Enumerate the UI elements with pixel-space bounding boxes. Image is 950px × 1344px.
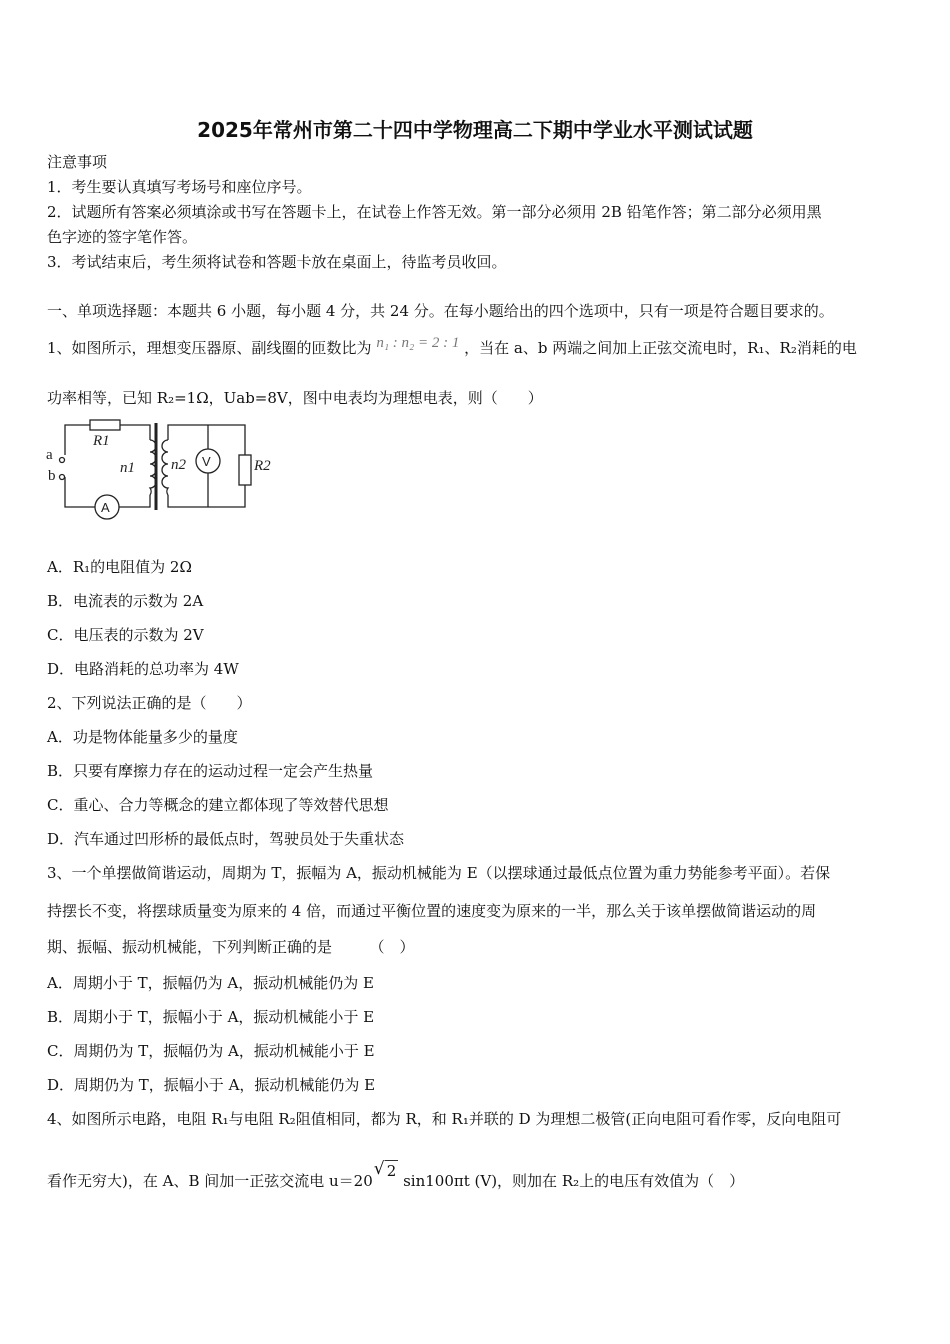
q2-option-c: C．重心、合力等概念的建立都体现了等效替代思想	[47, 796, 389, 814]
q1-option-a: A．R₁的电阻值为 2Ω	[47, 558, 192, 576]
notice-item: 3．考试结束后，考生须将试卷和答题卡放在桌面上，待监考员收回。	[47, 253, 507, 271]
q2-option-a: A．功是物体能量多少的量度	[47, 728, 238, 746]
n2-label: n2	[171, 457, 186, 473]
notice-item: 1．考生要认真填写考场号和座位序号。	[47, 178, 312, 196]
q4-text-b: sin100πt (V)，则加在 R₂上的电压有效值为（ ）	[398, 1172, 745, 1190]
r1-label: R1	[93, 433, 110, 449]
question-3-stem-line2: 持摆长不变，将摆球质量变为原来的 4 倍，而通过平衡位置的速度变为原来的一半，那么关于该单摆做简谐运动的周	[47, 902, 817, 920]
q3-option-b: B．周期小于 T，振幅小于 A，振动机械能小于 E	[47, 1008, 375, 1026]
r2-label: R2	[254, 458, 271, 474]
q1-option-d: D．电路消耗的总功率为 4W	[47, 660, 239, 678]
notice-item: 2．试题所有答案必须填涂或书写在答题卡上，在试卷上作答无效。第一部分必须用 2B 铅笔作答；第二部分必须用黑	[47, 203, 822, 221]
n1-label: n1	[120, 460, 135, 476]
q3-option-a: A．周期小于 T，振幅仍为 A，振动机械能仍为 E	[47, 974, 374, 992]
sqrt-symbol: √ 2	[373, 1159, 397, 1180]
q4-text-a: 看作无穷大)，在 A、B 间加一正弦交流电 u＝20	[47, 1172, 373, 1190]
question-1-stem	[47, 335, 857, 359]
q1-option-c: C．电压表的示数为 2V	[47, 626, 204, 644]
question-4-stem: 4、如图所示电路，电阻 R₁与电阻 R₂阻值相同，都为 R，和 R₁并联的 D 为理想二极管(正向电阻可看作零，反向电阻可	[47, 1110, 842, 1128]
question-3-stem: 3、一个单摆做简谐运动，周期为 T，振幅为 A，振动机械能为 E（以摆球通过最低点位置为重力势能参考平面）。若保	[47, 864, 831, 882]
notice-heading: 注意事项	[47, 153, 108, 171]
question-2-stem: 2、下列说法正确的是（ ）	[47, 694, 252, 712]
q3-option-c: C．周期仍为 T，振幅仍为 A，振动机械能小于 E	[47, 1042, 375, 1060]
terminal-b-label: b	[48, 468, 56, 484]
q3-option-d: D．周期仍为 T，振幅小于 A，振动机械能仍为 E	[47, 1076, 376, 1094]
question-4-stem-line2	[47, 1159, 745, 1191]
q2-option-b: B．只要有摩擦力存在的运动过程一定会产生热量	[47, 762, 374, 780]
sqrt-radicand: 2	[386, 1162, 397, 1180]
voltmeter-label: V	[202, 454, 211, 469]
ammeter-label: A	[101, 500, 110, 515]
page-title: 2025年常州市第二十四中学物理高二下期中学业水平测试试题	[197, 118, 753, 142]
q1-option-b: B．电流表的示数为 2A	[47, 592, 204, 610]
q1-text-b: ，当在 a、b 两端之间加上正弦交流电时，R₁、R₂消耗的电	[464, 339, 857, 357]
q1-text-a: 1、如图所示，理想变压器原、副线圈的匝数比为	[47, 339, 372, 357]
section-heading: 一、单项选择题：本题共 6 小题，每小题 4 分，共 24 分。在每小题给出的四个选项中，只有一项是符合题目要求的。	[47, 302, 834, 320]
turns-ratio: n₁ : n₂ = 2 : 1	[376, 335, 460, 351]
question-1-stem-line2: 功率相等，已知 R₂=1Ω，Uab=8V，图中电表均为理想电表，则（ ）	[47, 389, 543, 407]
notice-item: 色字迹的签字笔作答。	[47, 228, 198, 246]
q2-option-d: D．汽车通过凹形桥的最低点时，驾驶员处于失重状态	[47, 830, 405, 848]
question-3-stem-line3: 期、振幅、振动机械能，下列判断正确的是 （ ）	[47, 938, 415, 956]
transformer-circuit-diagram	[40, 415, 280, 525]
terminal-a-label: a	[46, 447, 53, 463]
